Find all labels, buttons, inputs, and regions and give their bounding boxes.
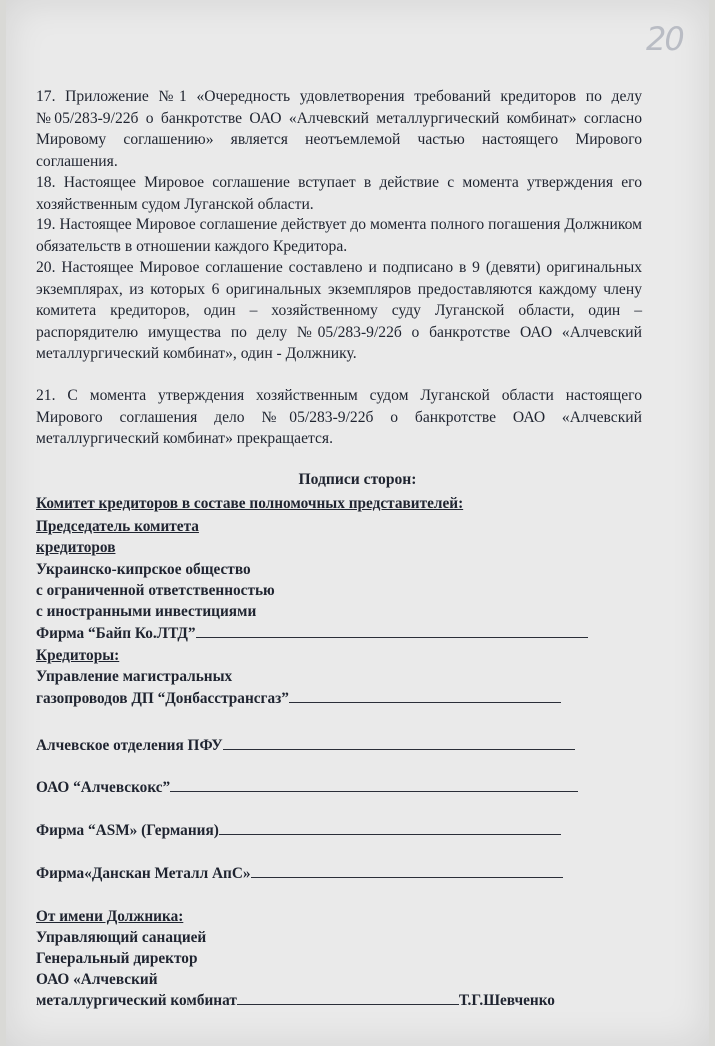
chair-label-line1: Председатель комитета: [36, 518, 199, 535]
signature-row-debtor: [36, 990, 555, 1011]
signature-row-bayp: [36, 623, 588, 644]
debtor-line3: ОАО «Алчевский: [36, 971, 158, 988]
debtor-line2: Генеральный директор: [36, 950, 198, 967]
debtor-heading: От имени Должника:: [36, 908, 184, 925]
committee-heading: Комитет кредиторов в составе полномочных представителей:: [36, 495, 464, 512]
party-name: Фирма “Байп Ко.ЛТД”: [36, 625, 196, 642]
signature-line: [237, 990, 459, 1005]
company-line2: с ограниченной ответственностью: [36, 582, 275, 599]
signature-line: [170, 777, 578, 792]
party-name: Фирма “ASM» (Германия): [36, 822, 219, 839]
signatures-title: Подписи сторон:: [298, 471, 417, 488]
creditors-heading: Кредиторы:: [36, 647, 120, 664]
signature-row-pfu: [36, 735, 575, 756]
clause-17: 17. Приложение №1 «Очередность удовлетворения требований кредиторов по делу №05/283-9/22б о банкротстве ОАО «Алчевский металлургический комбинат» согласно Мировому соглашению» является неотъемлемой частью настоящего Мирового соглашения.: [36, 88, 642, 170]
signature-line: [219, 820, 561, 835]
clause-19: 19. Настоящее Мировое соглашение действует до момента полного погашения Должником обязательств в отношении каждого Кредитора.: [36, 216, 642, 255]
clause-20: 20. Настоящее Мировое соглашение составлено и подписано в 9 (девяти) оригинальных экземплярах, из которых 6 оригинальных экземпляров предоставляются каждому члену комитета кредиторов, один – хозяйственному суду Луганской области, один – распорядителю имущества по делу №05/283-9/22б о банкротстве ОАО «Алчевский металлургический комбинат», один - Должнику.: [36, 259, 642, 362]
company-line1: Украинско-кипрское общество: [36, 561, 251, 578]
party-name: Алчевское отделения ПФУ: [36, 737, 223, 754]
signature-line: [289, 688, 561, 703]
party-name: газопроводов ДП “Донбасстрансгаз”: [36, 690, 289, 707]
chair-label-line2: кредиторов: [36, 539, 116, 556]
party-name: ОАО “Алчевскокс”: [36, 779, 171, 796]
signer-name: Т.Г.Шевченко: [458, 992, 555, 1009]
clause-18: 18. Настоящее Мировое соглашение вступает в действие с момента утверждения его хозяйственным судом Луганской области.: [36, 174, 642, 213]
umg-line1: Управление магистральных: [36, 668, 233, 685]
party-name: Фирма«Данскан Металл АпС»: [36, 865, 251, 882]
document-page: [6, 0, 709, 1046]
signature-line: [196, 623, 588, 638]
debtor-line1: Управляющий санацией: [36, 929, 207, 946]
party-name: металлургический комбинат: [36, 992, 237, 1009]
signature-line: [251, 863, 563, 878]
signature-row-danskan: [36, 863, 563, 884]
company-line3: с иностранными инвестициями: [36, 603, 257, 620]
signature-row-asm: [36, 820, 561, 841]
handwritten-page-number: 20: [646, 20, 683, 58]
clause-21: 21. С момента утверждения хозяйственным судом Луганской области настоящего Мирового соглашения дело №05/283-9/22б о банкротстве ОАО «Алчевский металлургический комбинат» прекращается.: [36, 387, 642, 447]
signature-row-donbasstransgaz: [36, 688, 561, 709]
signature-line: [223, 735, 575, 750]
signature-row-alchevskkoks: [36, 777, 578, 798]
